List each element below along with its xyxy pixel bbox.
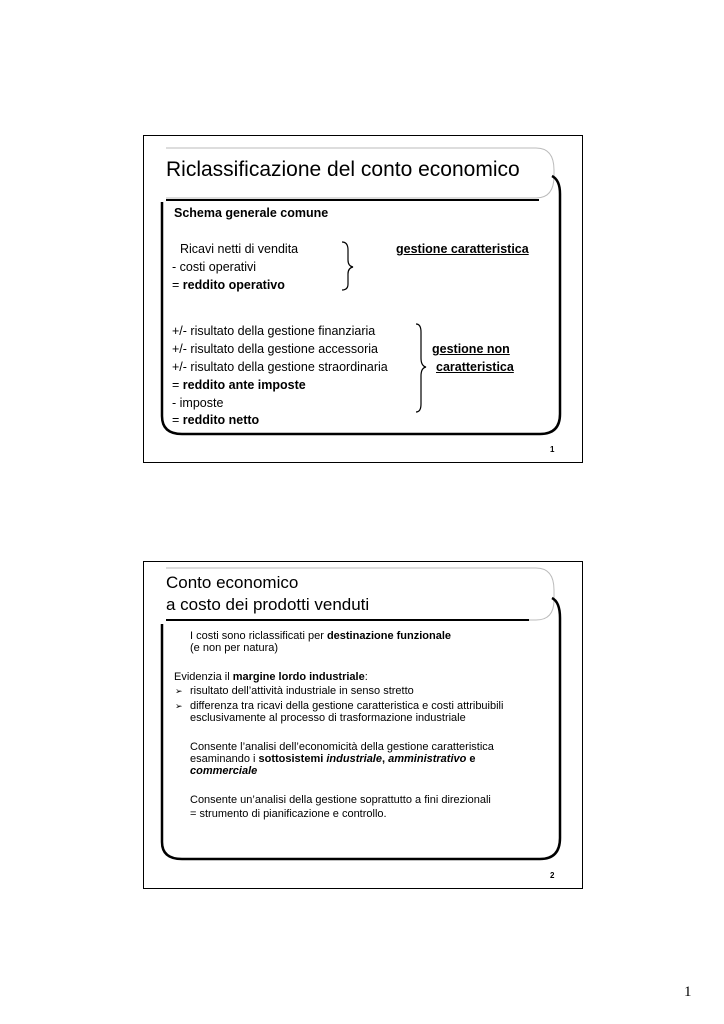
reddito-operativo-line xyxy=(172,278,285,292)
costi-operativi-line: - costi operativi xyxy=(172,260,257,274)
equals-prefix: = xyxy=(172,278,183,292)
reddito-netto-line xyxy=(172,413,259,427)
p1-text: I costi sono riclassificati per xyxy=(190,630,327,642)
imposte-line: - imposte xyxy=(172,396,224,410)
arrow-bullet-icon: ➢ xyxy=(175,686,183,696)
caratteristica-label: caratteristica xyxy=(436,360,514,374)
bullet-2-line-2: esclusivamente al processo di trasformazione industriale xyxy=(190,712,466,724)
slide-2-title-line-1: Conto economico xyxy=(166,573,299,592)
slide-2 xyxy=(143,561,583,889)
finanziaria-line: +/- risultato della gestione finanziaria xyxy=(172,324,376,338)
arrow-bullet-icon: ➢ xyxy=(175,701,183,711)
gestione-non-label: gestione non xyxy=(432,342,510,356)
sottosistemi-bold: sottosistemi xyxy=(258,753,327,765)
amministrativo-bold-italic: amministrativo xyxy=(388,753,467,765)
slide-1-number: 1 xyxy=(550,445,555,454)
p1-line-2: (e non per natura) xyxy=(190,642,279,654)
reddito-operativo-bold: reddito operativo xyxy=(182,278,285,292)
bullet-2-line-1: differenza tra ricavi della gestione caratteristica e costi attribuibili xyxy=(190,700,504,712)
slide-1 xyxy=(143,135,583,463)
equals-prefix: = xyxy=(172,378,183,392)
slide-2-number: 2 xyxy=(550,871,555,880)
p4-line-2: = strumento di pianificazione e controllo. xyxy=(190,808,387,820)
p3-line-3: commerciale xyxy=(190,765,258,777)
comma-separator: , xyxy=(381,753,389,765)
gestione-caratteristica-label: gestione caratteristica xyxy=(396,242,529,256)
destinazione-funzionale-bold: destinazione funzionale xyxy=(326,630,452,642)
straordinaria-line: +/- risultato della gestione straordinaria xyxy=(172,360,388,374)
p4-line-1: Consente un’analisi della gestione soprattutto a fini direzionali xyxy=(190,794,491,806)
page-number: 1 xyxy=(684,984,692,1000)
slide-2-title-line-2: a costo dei prodotti venduti xyxy=(166,595,370,614)
bullet-1: risultato dell’attività industriale in senso stretto xyxy=(190,685,414,697)
p2-line xyxy=(174,671,368,684)
margine-lordo-bold: margine lordo industriale xyxy=(232,671,365,683)
slide-1-subtitle: Schema generale comune xyxy=(174,206,329,220)
p3-line-1: Consente l’analisi dell’economicità della gestione caratteristica xyxy=(190,741,494,753)
equals-prefix: = xyxy=(172,413,183,427)
industriale-bold-italic: industriale xyxy=(326,753,382,765)
reddito-ante-imposte-line xyxy=(172,378,306,392)
p2-text: Evidenzia il xyxy=(174,671,233,683)
reddito-ante-imposte-bold: reddito ante imposte xyxy=(182,378,306,392)
slide-1-title: Riclassificazione del conto economico xyxy=(166,158,520,181)
ricavi-line: Ricavi netti di vendita xyxy=(180,242,299,256)
reddito-netto-bold: reddito netto xyxy=(182,413,260,427)
e-conjunction: e xyxy=(466,753,476,765)
p3-text: esaminando i xyxy=(190,753,259,765)
accessoria-line: +/- risultato della gestione accessoria xyxy=(172,342,379,356)
p2-colon: : xyxy=(364,671,368,683)
